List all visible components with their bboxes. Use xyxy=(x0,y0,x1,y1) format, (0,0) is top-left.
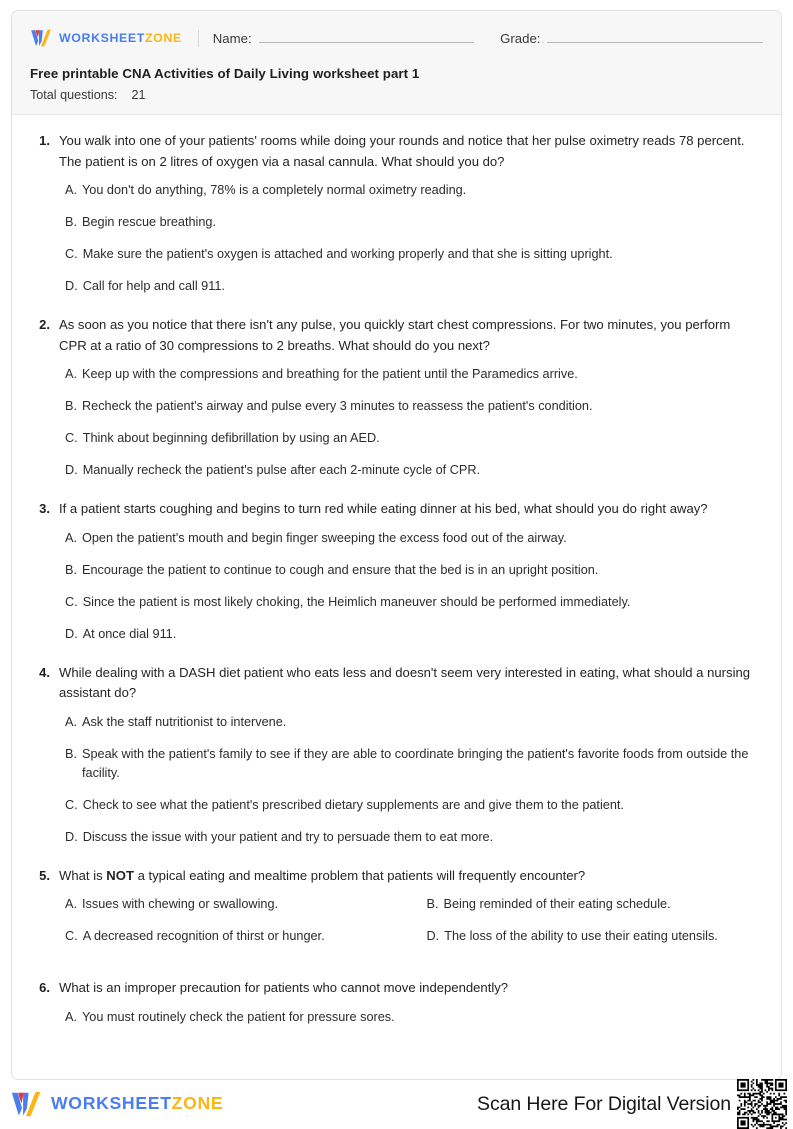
answer-letter: B. xyxy=(65,215,77,229)
answer-letter: C. xyxy=(65,929,78,943)
answer-option[interactable] xyxy=(59,1008,760,1027)
answer-letter: A. xyxy=(65,714,77,729)
question-text: If a patient starts coughing and begins to turn red while eating dinner at his bed, what should you do right away? xyxy=(59,501,708,516)
answer-option[interactable] xyxy=(59,796,760,815)
question-number: 6. xyxy=(39,980,50,995)
page-footer xyxy=(0,1086,793,1122)
answer-option[interactable] xyxy=(59,625,760,644)
answer-text: Encourage the patient to continue to cough and ensure that the bed is in an upright position. xyxy=(82,562,599,577)
answer-text: At once dial 911. xyxy=(82,626,177,641)
question-body xyxy=(59,663,760,847)
answer-text: The loss of the ability to use their eating utensils. xyxy=(444,929,718,943)
footer-brand-logo xyxy=(10,1091,223,1117)
question-text-emphasis: NOT xyxy=(106,867,134,883)
answer-text: Discuss the issue with your patient and try to persuade them to eat more. xyxy=(82,829,494,844)
answer-options xyxy=(59,181,760,296)
answer-option[interactable] xyxy=(59,277,760,296)
question-number: 1. xyxy=(39,133,50,148)
footer-brand-wordmark xyxy=(51,1095,223,1113)
answer-text: Since the patient is most likely choking, the Heimlich maneuver should be performed immediately. xyxy=(82,594,631,609)
question-text-part: a typical eating and mealtime problem that patients will frequently encounter? xyxy=(133,867,586,883)
scan-here-text: Scan Here For Digital Version xyxy=(477,1092,731,1115)
question-item xyxy=(33,315,760,480)
question-number: 2. xyxy=(39,317,50,332)
answer-text: Issues with chewing or swallowing. xyxy=(82,897,279,911)
question-text xyxy=(59,866,760,887)
answer-letter: C. xyxy=(65,431,78,445)
worksheet-title: Free printable CNA Activities of Daily Living worksheet part 1 xyxy=(30,66,420,81)
total-questions-value: 21 xyxy=(131,88,146,102)
answer-text: Keep up with the compressions and breathing for the patient until the Paramedics arrive. xyxy=(82,367,578,381)
answer-text: You don't do anything, 78% is a completely normal oximetry reading. xyxy=(82,183,467,197)
header-top-row xyxy=(30,25,763,51)
answer-option[interactable] xyxy=(421,895,761,914)
header-divider xyxy=(198,30,199,47)
answer-text: Open the patient's mouth and begin finger sweeping the excess food out of the airway. xyxy=(82,530,567,545)
answer-letter: B. xyxy=(65,562,77,577)
question-item xyxy=(33,663,760,847)
answer-letter: D. xyxy=(65,279,78,293)
answer-letter: A. xyxy=(65,367,77,381)
answer-option[interactable] xyxy=(59,593,760,612)
answer-option[interactable] xyxy=(59,529,760,548)
question-body xyxy=(59,499,760,644)
question-item xyxy=(33,131,760,296)
question-text: While dealing with a DASH diet patient who eats less and doesn't seem very interested in eating, what should a nursing assistant do? xyxy=(59,664,751,700)
answer-option[interactable] xyxy=(59,245,760,264)
answer-option[interactable] xyxy=(421,927,761,946)
answer-text: A decreased recognition of thirst or hunger. xyxy=(82,929,325,943)
answer-options xyxy=(59,529,760,644)
answer-letter: B. xyxy=(65,399,77,413)
answer-letter: C. xyxy=(65,247,78,261)
answer-option[interactable] xyxy=(59,429,760,448)
answer-option[interactable] xyxy=(59,213,760,232)
answer-option[interactable] xyxy=(59,181,760,200)
name-label: Name: xyxy=(212,30,252,46)
question-number: 5. xyxy=(39,867,50,883)
answer-text: Begin rescue breathing. xyxy=(82,215,217,229)
answer-text: Check to see what the patient's prescribed dietary supplements are and give them to the patient. xyxy=(82,797,624,812)
answer-option[interactable] xyxy=(59,461,760,480)
answer-option[interactable] xyxy=(59,828,760,847)
total-questions-label: Total questions: xyxy=(30,88,118,102)
answer-letter: A. xyxy=(65,897,77,911)
answer-letter: A. xyxy=(65,1009,77,1024)
question-item xyxy=(33,499,760,644)
worksheet-zone-logo-icon xyxy=(30,29,52,47)
brand-wordmark xyxy=(59,32,182,44)
brand-logo xyxy=(30,29,182,47)
answer-letter: C. xyxy=(65,594,78,609)
answer-text: Speak with the patient's family to see if they are able to coordinate bringing the patient's favorite foods from outside the facility. xyxy=(82,746,749,780)
answer-letter: A. xyxy=(65,530,77,545)
answer-text: Recheck the patient's airway and pulse every 3 minutes to reassess the patient's condition. xyxy=(82,399,593,413)
answer-letter: A. xyxy=(65,183,77,197)
answer-option[interactable] xyxy=(59,927,399,946)
worksheet-zone-logo-icon xyxy=(10,1091,42,1117)
total-questions xyxy=(30,88,763,102)
footer-brand-word-primary: WORKSHEET xyxy=(51,1093,172,1114)
name-input-line[interactable] xyxy=(259,32,475,43)
answer-options xyxy=(59,713,760,847)
answer-text: Think about beginning defibrillation by using an AED. xyxy=(82,431,380,445)
grade-field[interactable] xyxy=(500,31,763,46)
question-body xyxy=(59,131,760,296)
worksheet-page xyxy=(11,10,782,1080)
question-body xyxy=(59,866,760,960)
question-body xyxy=(59,315,760,480)
answer-letter: D. xyxy=(65,463,78,477)
answer-text: Call for help and call 911. xyxy=(82,279,225,293)
footer-brand-word-secondary: ZONE xyxy=(171,1093,224,1114)
answer-letter: B. xyxy=(65,746,77,761)
answer-option[interactable] xyxy=(59,397,760,416)
answer-letter: B. xyxy=(426,897,439,911)
question-item xyxy=(33,978,760,1027)
answer-text: Make sure the patient's oxygen is attached and working properly and that she is sitting upright. xyxy=(82,247,613,261)
question-text: As soon as you notice that there isn't any pulse, you quickly start chest compressions. For two minutes, you perform CPR at a ratio of 30 compressions to 2 breaths. What should do you next? xyxy=(59,317,731,353)
question-number: 3. xyxy=(39,501,50,516)
answer-option[interactable] xyxy=(59,895,399,914)
question-body xyxy=(59,978,760,1027)
brand-word-primary: WORKSHEET xyxy=(59,30,145,45)
question-number: 4. xyxy=(39,664,50,680)
answer-letter: C. xyxy=(65,797,78,812)
worksheet-header xyxy=(12,11,781,115)
brand-word-secondary: ZONE xyxy=(144,30,182,45)
answer-options xyxy=(59,365,760,480)
answer-letter: D. xyxy=(426,929,440,943)
answer-options xyxy=(59,1008,760,1027)
question-list xyxy=(12,115,781,1027)
question-text: You walk into one of your patients' rooms while doing your rounds and notice that her pulse oximetry reads 78 percent. The patient is on 2 litres of oxygen via a nasal cannula. What should you do? xyxy=(59,133,745,169)
answer-option[interactable] xyxy=(59,713,760,732)
answer-options xyxy=(59,895,760,959)
question-item xyxy=(33,866,760,960)
answer-option[interactable] xyxy=(59,745,760,783)
answer-text: You must routinely check the patient for pressure sores. xyxy=(82,1009,395,1024)
question-text: What is an improper precaution for patients who cannot move independently? xyxy=(59,980,509,995)
answer-letter: D. xyxy=(65,626,78,641)
grade-label: Grade: xyxy=(500,30,541,46)
grade-input-line[interactable] xyxy=(547,32,763,43)
answer-text: Being reminded of their eating schedule. xyxy=(443,897,671,911)
answer-option[interactable] xyxy=(59,561,760,580)
name-field[interactable] xyxy=(213,31,474,46)
question-text-part: What is xyxy=(59,867,107,883)
answer-text: Manually recheck the patient's pulse after each 2-minute cycle of CPR. xyxy=(82,463,481,477)
answer-text: Ask the staff nutritionist to intervene. xyxy=(82,714,287,729)
answer-option[interactable] xyxy=(59,365,760,384)
answer-letter: D. xyxy=(65,829,78,844)
